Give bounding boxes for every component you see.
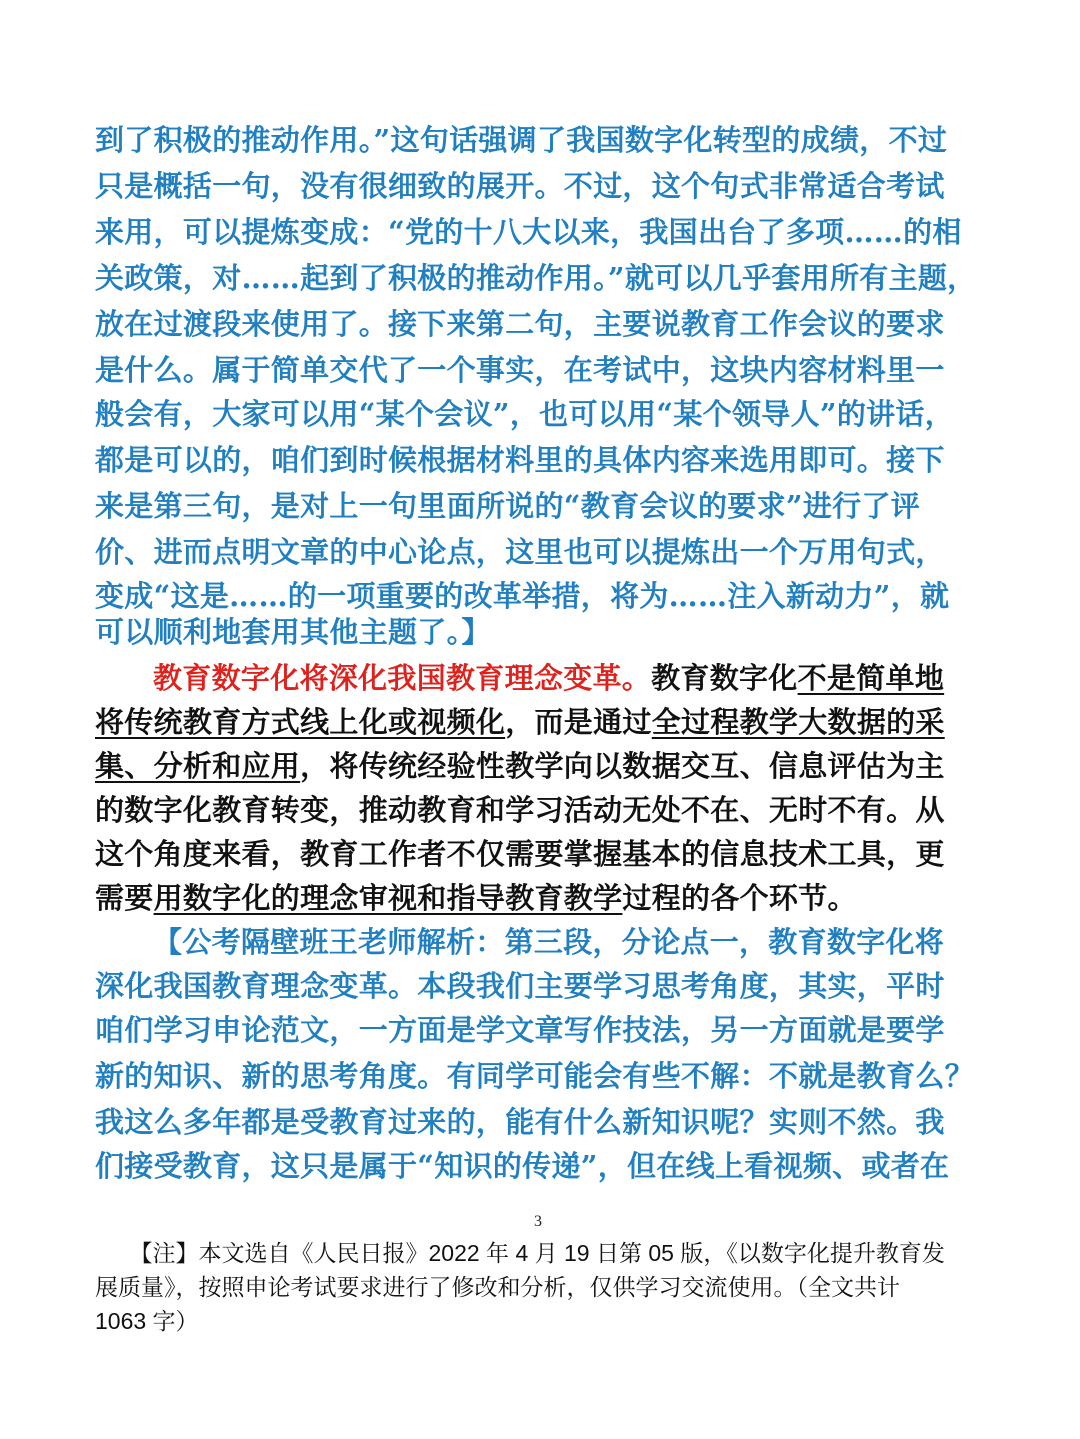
analysis2-line-2: 深化我国教育理念变革。本段我们主要学习思考角度，其实，平时 <box>95 969 945 1003</box>
analysis-line-2: 只是概括一句，没有很细致的展开。不过，这个句式非常适合考试 <box>95 169 945 203</box>
analysis-line-12: 可以顺利地套用其他主题了。】 <box>95 615 491 649</box>
underlined-text: 集、分析和应用 <box>95 749 301 783</box>
underlined-text: 不是简单地 <box>797 661 945 695</box>
page-number: 3 <box>534 1213 542 1230</box>
analysis-line-10: 价、进而点明文章的中心论点，这里也可以提炼出一个万用句式， <box>95 535 945 569</box>
footnote-line-1: 【注】本文选自《人民日报》2022 年 4 月 19 日第 05 版，《以数字化提升教育发 <box>95 1240 945 1266</box>
body-line-5: 这个角度来看，教育工作者不仅需要掌握基本的信息技术工具，更 <box>95 837 945 871</box>
analysis2-line-3: 咱们学习申论范文，一方面是学文章写作技法，另一方面就是要学 <box>95 1013 945 1047</box>
analysis-line-5: 放在过渡段来使用了。接下来第二句，主要说教育工作会议的要求 <box>95 307 945 341</box>
analysis-line-6: 是什么。属于简单交代了一个事实，在考试中，这块内容材料里一 <box>95 353 945 387</box>
body-text: 过程的各个环节。 <box>622 881 857 915</box>
body-line-6 <box>95 876 990 920</box>
analysis2-line-4: 新的知识、新的思考角度。有同学可能会有些不解：不就是教育么？ <box>95 1059 975 1093</box>
analysis-line-3: 来用，可以提炼变成：“党的十八大以来，我国出台了多项……的相 <box>95 215 962 249</box>
body-text: ，而是通过 <box>505 705 652 739</box>
body-text: 教育数字化 <box>651 661 798 695</box>
underlined-text: 全过程教学大数据的采 <box>651 705 945 739</box>
analysis-line-4: 关政策，对……起到了积极的推动作用。”就可以几乎套用所有主题， <box>95 261 977 295</box>
body-line-4: 的数字化教育转变，推动教育和学习活动无处不在、无时不有。从 <box>95 793 945 827</box>
underlined-text: 用数字化的理念审视和指导教育教学 <box>153 881 623 915</box>
footnote-line-3: 1063 字） <box>95 1308 199 1334</box>
body-text: 需要 <box>95 881 154 915</box>
body-line-2 <box>95 700 990 744</box>
body-text: ，将传统经验性教学向以数据交互、信息评估为主 <box>300 749 945 783</box>
analysis-line-9: 来是第三句，是对上一句里面所说的“教育会议的要求”进行了评 <box>95 489 921 523</box>
analysis-line-1: 到了积极的推动作用。”这句话强调了我国数字化转型的成绩，不过 <box>95 123 948 157</box>
analysis2-line-6: 们接受教育，这只是属于“知识的传递”，但在线上看视频、或者在 <box>95 1149 950 1183</box>
analysis2-line-5: 我这么多年都是受教育过来的，能有什么新知识呢？实则不然。我 <box>95 1105 945 1139</box>
subheading-red: 教育数字化将深化我国教育理念变革。 <box>153 661 652 695</box>
analysis-line-8: 都是可以的，咱们到时候根据材料里的具体内容来选用即可。接下 <box>95 443 945 477</box>
body-line-3 <box>95 744 990 788</box>
analysis2-line-1: 【公考隔壁班王老师解析：第三段，分论点一，教育数字化将 <box>153 925 945 959</box>
analysis-line-11: 变成“这是……的一项重要的改革举措，将为……注入新动力”，就 <box>95 579 950 613</box>
underlined-text: 将传统教育方式线上化或视频化 <box>95 705 506 739</box>
footnote-line-2: 展质量》，按照申论考试要求进行了修改和分析，仅供学习交流使用。（全文共计 <box>95 1274 900 1300</box>
analysis-line-7: 般会有，大家可以用“某个会议”，也可以用“某个领导人”的讲话， <box>95 397 955 431</box>
body-line-1 <box>153 656 990 700</box>
